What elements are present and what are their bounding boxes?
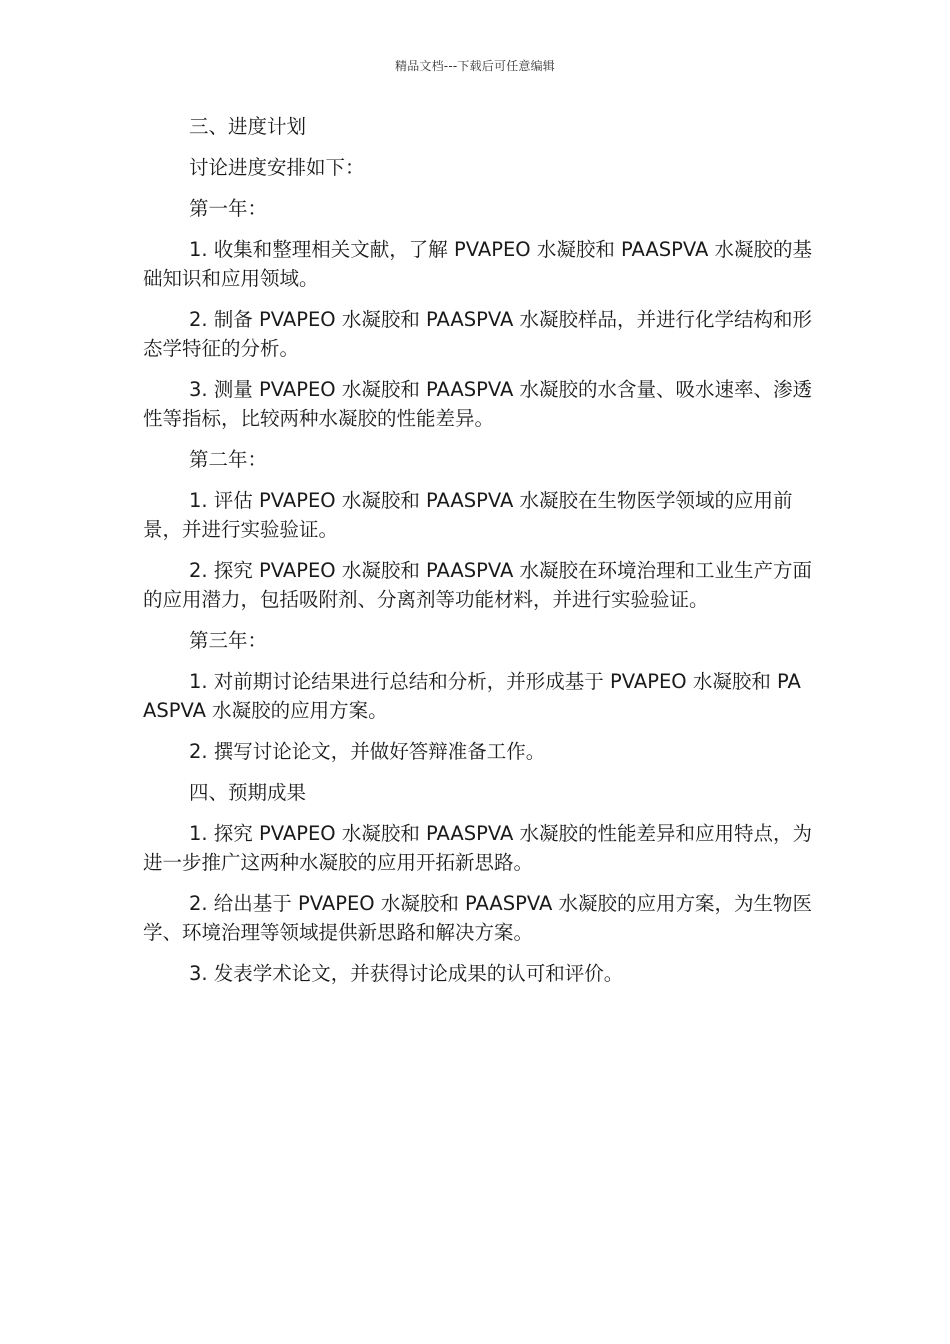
year-one-item-1: 1. 收集和整理相关文献，了解 PVAPEO 水凝胶和 PAASPVA 水凝胶的基础知识和应用领域。 <box>143 238 813 290</box>
year-two-item-2: 2. 探究 PVAPEO 水凝胶和 PAASPVA 水凝胶在环境治理和工业生产方面的应用潜力，包括吸附剂、分离剂等功能材料，并进行实验验证。 <box>143 559 813 611</box>
year-one-item-2: 2. 制备 PVAPEO 水凝胶和 PAASPVA 水凝胶样品，并进行化学结构和形态学特征的分析。 <box>143 308 813 360</box>
outcome-item-3: 3. 发表学术论文，并获得讨论成果的认可和评价。 <box>189 962 624 985</box>
schedule-intro: 讨论进度安排如下： <box>189 156 365 179</box>
year-three-heading: 第三年： <box>189 629 268 652</box>
document-body <box>143 112 813 1000</box>
outcome-item-2: 2. 给出基于 PVAPEO 水凝胶和 PAASPVA 水凝胶的应用方案，为生物医学、环境治理等领域提供新思路和解决方案。 <box>143 892 813 944</box>
section-heading-outcomes: 四、预期成果 <box>189 781 307 804</box>
year-two-heading: 第二年： <box>189 448 268 471</box>
year-three-item-1: 1. 对前期讨论结果进行总结和分析，并形成基于 PVAPEO 水凝胶和 PAASPVA 水凝胶的应用方案。 <box>143 670 801 722</box>
section-heading-schedule: 三、进度计划 <box>189 115 307 138</box>
year-two-item-1: 1. 评估 PVAPEO 水凝胶和 PAASPVA 水凝胶在生物医学领域的应用前景，并进行实验验证。 <box>143 489 793 541</box>
outcome-item-1: 1. 探究 PVAPEO 水凝胶和 PAASPVA 水凝胶的性能差异和应用特点，为进一步推广这两种水凝胶的应用开拓新思路。 <box>143 822 813 874</box>
year-one-heading: 第一年： <box>189 197 268 220</box>
page-header: 精品文档---下载后可任意编辑 <box>395 59 555 73</box>
year-one-item-3: 3. 测量 PVAPEO 水凝胶和 PAASPVA 水凝胶的水含量、吸水速率、渗透性等指标，比较两种水凝胶的性能差异。 <box>143 378 813 430</box>
year-three-item-2: 2. 撰写讨论论文，并做好答辩准备工作。 <box>189 740 546 763</box>
